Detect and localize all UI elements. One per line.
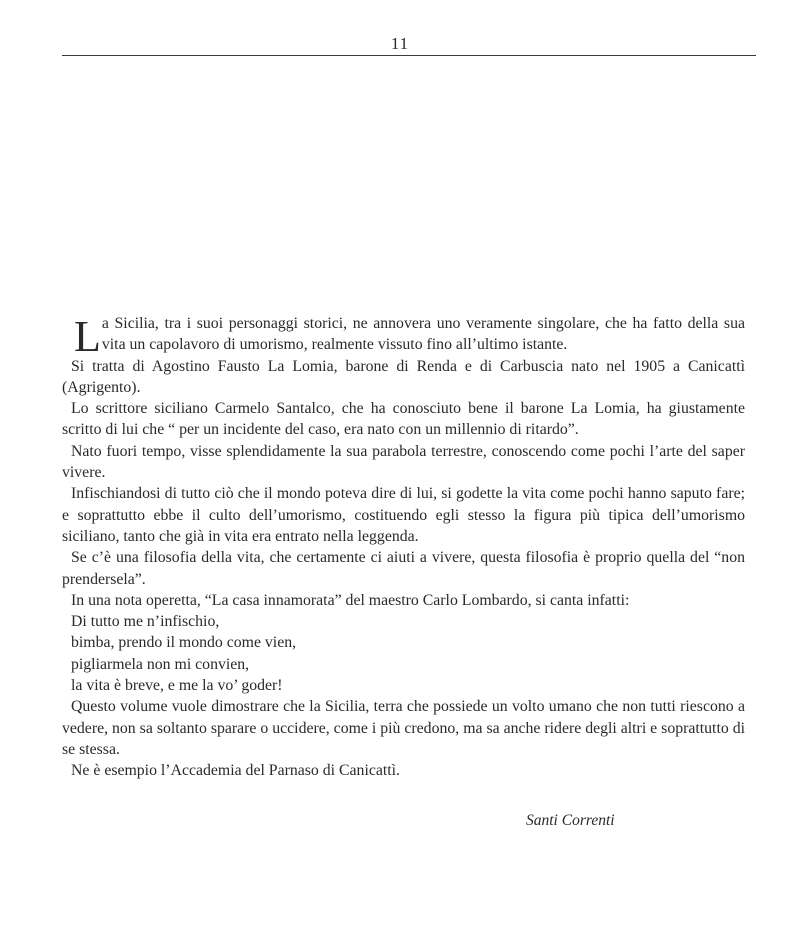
paragraph-3: Lo scrittore siciliano Carmelo Santalco, che ha conosciuto bene il barone La Lomia, ha giustamente scritto di lui che “ per un incidente del caso, era nato con un millennio di ritardo”. [62, 400, 745, 439]
body-text [62, 313, 745, 782]
verse-line-1: Di tutto me n’infischio, [71, 613, 220, 631]
paragraph-7: In una nota operetta, “La casa innamorata” del maestro Carlo Lombardo, si canta infatti: [71, 591, 630, 609]
page-number: 11 [390, 34, 410, 53]
paragraph-1-text: a Sicilia, tra i suoi personaggi storici, ne annovera uno veramente singolare, che ha fatto della sua vita un capolavoro di umorismo, realmente vissuto fino all’ultimo istante. [101, 315, 745, 354]
author-signature: Santi Correnti [526, 812, 615, 829]
paragraph-6: Se c’è una filosofia della vita, che certamente ci aiuti a vivere, questa filosofia è proprio quella del “non prendersela”. [62, 549, 745, 588]
paragraph-1 [62, 312, 745, 361]
verse-line-4: la vita è breve, e me la vo’ goder! [71, 677, 283, 695]
paragraph-4: Nato fuori tempo, visse splendidamente la sua parabola terrestre, conoscendo come pochi l’arte del saper vivere. [62, 442, 745, 482]
header-rule [62, 55, 756, 56]
paragraph-5: Infischiandosi di tutto ciò che il mondo poteva dire di lui, si godette la vita come pochi hanno saputo fare; e soprattutto ebbe il culto dell’umorismo, costituendo egli stesso la figura più tipica dell’umorismo siciliano, tanto che già in vita era entrato nella leggenda. [62, 485, 745, 545]
paragraph-2: Si tratta di Agostino Fausto La Lomia, barone di Renda e di Carbuscia nato nel 1905 a Canicattì (Agrigento). [62, 357, 745, 396]
verse-line-3: pigliarmela non mi convien, [71, 655, 250, 673]
verse-line-2: bimba, prendo il mondo come vien, [71, 634, 297, 652]
paragraph-9: Ne è esempio l’Accademia del Parnaso di Canicattì. [71, 762, 400, 780]
drop-cap: L [74, 312, 101, 361]
paragraph-8: Questo volume vuole dimostrare che la Sicilia, terra che possiede un volto umano che non tutti riescono a vedere, non sa soltanto sparare o uccidere, come i più credono, ma sa anche ridere degli altri e soprattutto di se stessa. [62, 698, 745, 758]
